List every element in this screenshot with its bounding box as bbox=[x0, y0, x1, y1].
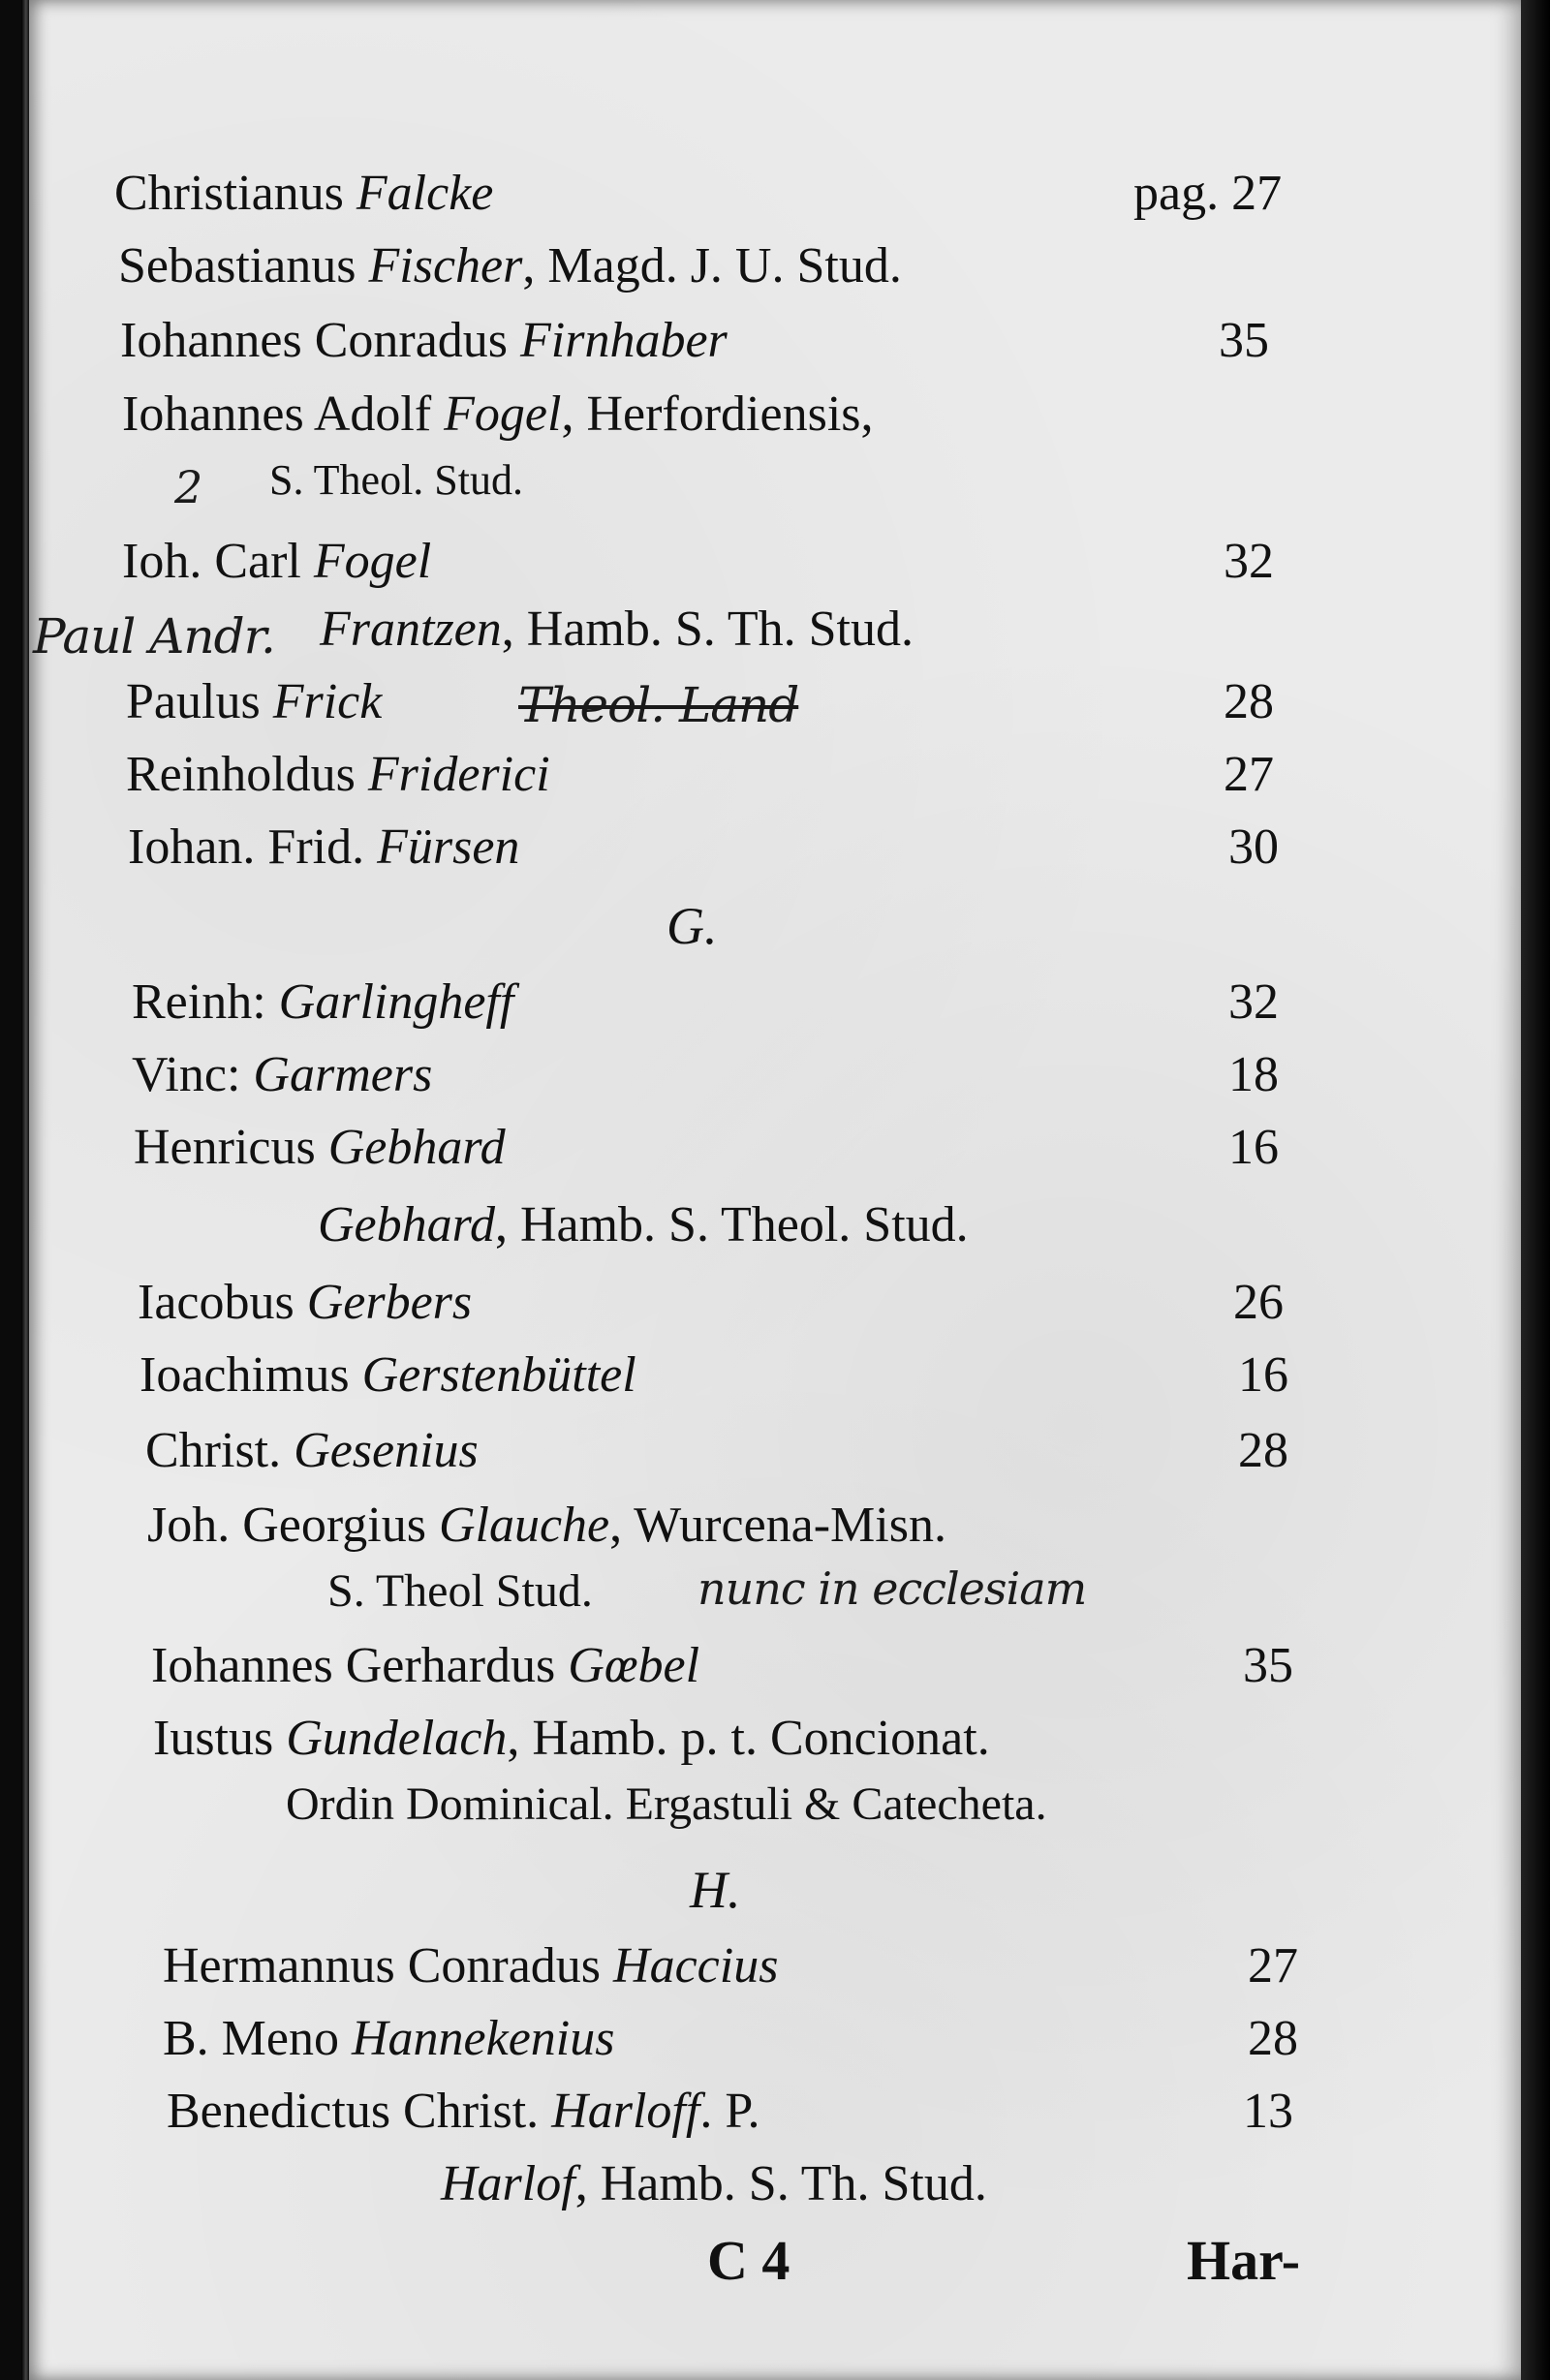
handwritten-first-name: Paul Andr. bbox=[33, 608, 275, 665]
section-letter-g: G. bbox=[666, 897, 718, 955]
entry-row bbox=[0, 1346, 1550, 1416]
entry-row bbox=[0, 1196, 1550, 1266]
entry-row bbox=[0, 533, 1550, 603]
entry-name: Henricus Gebhard bbox=[134, 1120, 506, 1175]
entry-page-number: 13 bbox=[1243, 2084, 1293, 2139]
entry-name: Reinh: Garlingheff bbox=[132, 974, 514, 1030]
signature-mark: C 4 bbox=[707, 2229, 790, 2292]
entry-name: Hermannus Conradus Haccius bbox=[163, 1938, 779, 1994]
entry-page-number: 28 bbox=[1238, 1423, 1288, 1478]
handwritten-note: nunc in ecclesiam bbox=[698, 1562, 1087, 1615]
entry-row bbox=[0, 165, 1550, 234]
entry-page-number: 18 bbox=[1228, 1047, 1279, 1102]
entry-row bbox=[0, 1119, 1550, 1189]
entry-row bbox=[0, 819, 1550, 888]
entry-continuation: S. Theol. Stud. bbox=[269, 456, 524, 504]
entry-page-number: 16 bbox=[1238, 1347, 1288, 1403]
entry-row bbox=[0, 1422, 1550, 1492]
entry-row bbox=[0, 1046, 1550, 1116]
entry-name: Ioh. Carl Fogel bbox=[122, 534, 432, 589]
entry-page-number: 27 bbox=[1224, 747, 1274, 802]
entry-name: Sebastianus Fischer, Magd. J. U. Stud. bbox=[118, 238, 902, 294]
entry-name: Iacobus Gerbers bbox=[138, 1275, 473, 1330]
entry-page-number: 27 bbox=[1248, 1938, 1298, 1994]
entry-name: Gebhard, Hamb. S. Theol. Stud. bbox=[318, 1197, 969, 1252]
entry-name: Iohan. Frid. Fürsen bbox=[128, 819, 520, 875]
entry-row bbox=[0, 673, 1550, 743]
entry-row bbox=[0, 455, 1550, 525]
catchword: Har- bbox=[1187, 2229, 1301, 2292]
entry-name: Reinholdus Friderici bbox=[126, 747, 550, 802]
entry-row bbox=[0, 1937, 1550, 2007]
entry-page-number: 26 bbox=[1233, 1275, 1284, 1330]
section-letter-h: H. bbox=[690, 1861, 741, 1919]
entry-name: Iustus Gundelach, Hamb. p. t. Concionat. bbox=[153, 1711, 990, 1766]
entry-row bbox=[0, 1497, 1550, 1566]
handwritten-struck-note: Theol. Land bbox=[518, 677, 799, 733]
entry-name: Iohannes Gerhardus Gœbel bbox=[151, 1638, 700, 1693]
entry-name: Vinc: Garmers bbox=[132, 1047, 433, 1102]
entry-page-number: 35 bbox=[1219, 313, 1269, 368]
entry-name: B. Meno Hannekenius bbox=[163, 2011, 615, 2066]
entry-page-number: pag. 27 bbox=[1133, 166, 1283, 221]
entry-page-number: 32 bbox=[1224, 534, 1274, 589]
entry-page-number: 28 bbox=[1224, 674, 1274, 729]
entry-page-number: 16 bbox=[1228, 1120, 1279, 1175]
entry-row bbox=[0, 1710, 1550, 1779]
entry-row bbox=[0, 386, 1550, 455]
entry-row bbox=[0, 1637, 1550, 1707]
entry-name: Iohannes Conradus Firnhaber bbox=[120, 313, 728, 368]
entry-continuation: Ordin Dominical. Ergastuli & Catecheta. bbox=[286, 1778, 1047, 1830]
entry-page-number: 32 bbox=[1228, 974, 1279, 1030]
entry-row bbox=[0, 2083, 1550, 2152]
entry-name: Ioachimus Gerstenbüttel bbox=[140, 1347, 636, 1403]
entry-row bbox=[0, 312, 1550, 382]
entry-row bbox=[0, 1274, 1550, 1344]
entry-name: Joh. Georgius Glauche, Wurcena-Misn. bbox=[147, 1498, 946, 1553]
entry-row bbox=[0, 2010, 1550, 2080]
handwritten-margin-number: 2 bbox=[174, 461, 202, 513]
entry-row bbox=[0, 237, 1550, 307]
entry-row bbox=[0, 1564, 1550, 1634]
entry-name: Christ. Gesenius bbox=[145, 1423, 479, 1478]
entry-name: Frantzen, Hamb. S. Th. Stud. bbox=[320, 602, 914, 657]
entry-name: Christianus Falcke bbox=[114, 166, 494, 221]
entry-name: Paulus Frick bbox=[126, 674, 383, 729]
entry-row bbox=[0, 974, 1550, 1043]
entry-name: Iohannes Adolf Fogel, Herfordiensis, bbox=[122, 386, 874, 442]
entry-row bbox=[0, 1777, 1550, 1847]
entry-row bbox=[0, 601, 1550, 670]
entry-page-number: 28 bbox=[1248, 2011, 1298, 2066]
entry-name: Benedictus Christ. Harloff. P. bbox=[167, 2084, 760, 2139]
entry-page-number: 35 bbox=[1243, 1638, 1293, 1693]
entry-name: Harlof, Hamb. S. Th. Stud. bbox=[441, 2156, 987, 2211]
entry-page-number: 30 bbox=[1228, 819, 1279, 875]
entry-row bbox=[0, 2155, 1550, 2225]
entry-row bbox=[0, 746, 1550, 816]
entry-continuation: S. Theol Stud. bbox=[327, 1565, 593, 1617]
